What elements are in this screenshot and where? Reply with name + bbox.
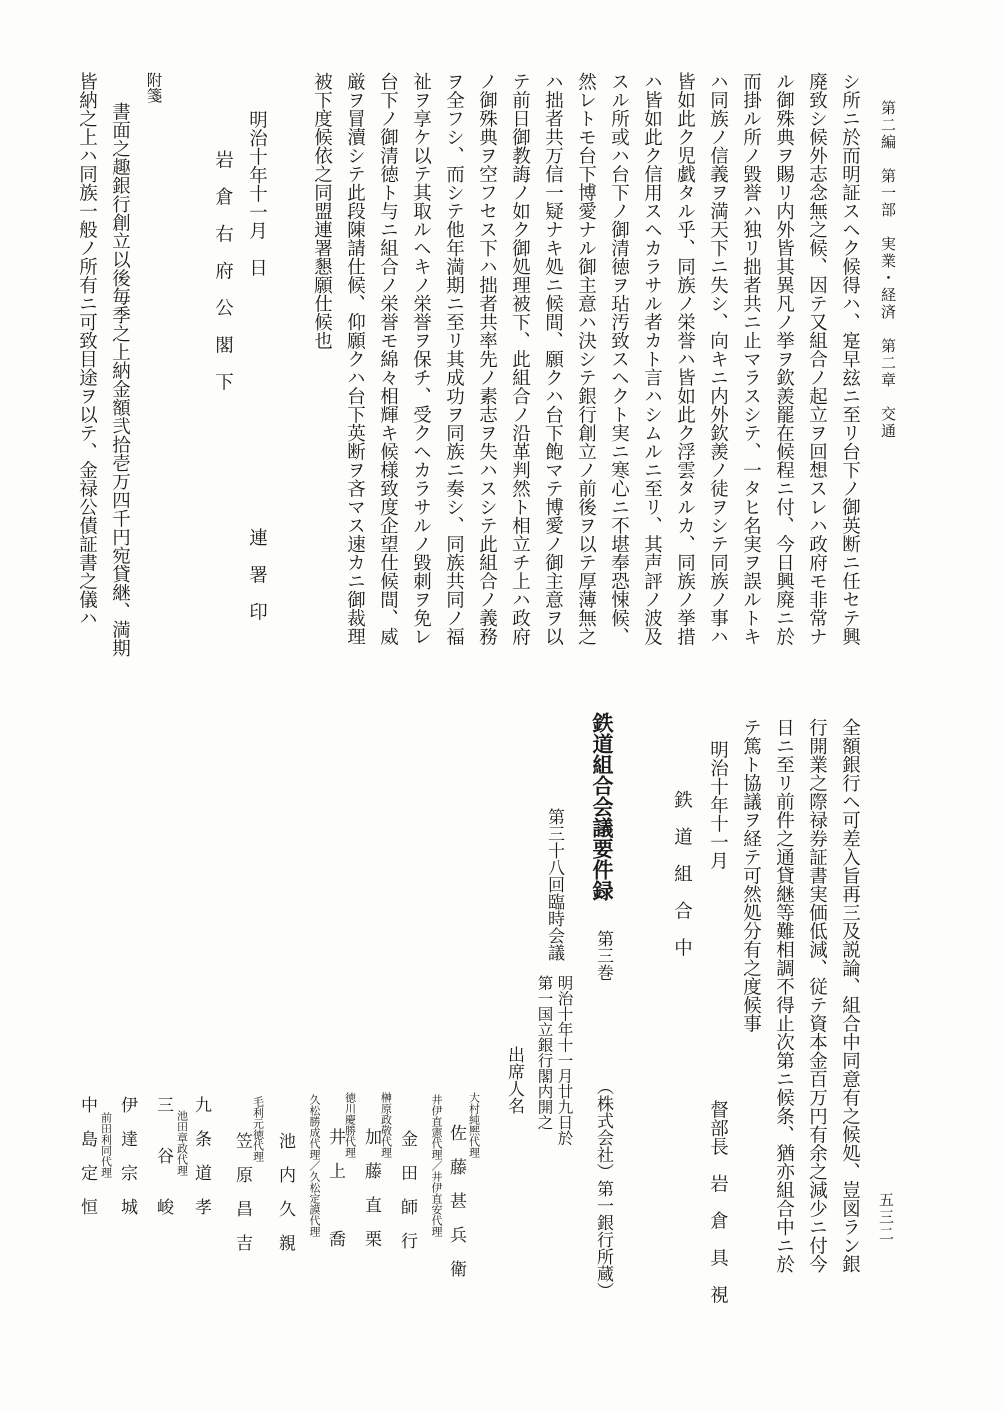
upper-line-13: ヲ全フシ、而シテ他年満期ニ至リ其成功ヲ同族ニ奏シ、同族共同ノ福 (443, 72, 465, 646)
attendee-4-name: 井 上 喬 (325, 1128, 345, 1247)
signature-seal: 連 署 印 (246, 528, 268, 621)
lower-addressee: 鉄 道 組 合 中 (671, 790, 693, 957)
upper-line-17: 被下度候依之同盟連署懇願仕候也 (311, 72, 333, 350)
running-title: 第二編 第一部 実業・経済 第二章 交通 (879, 100, 897, 440)
page-number: 五三二 (877, 1192, 895, 1243)
petition-date: 明治十年十一月 日 (246, 110, 268, 277)
attendee-9-name: 伊 達 宗 城 (117, 1096, 137, 1215)
lower-line-4: テ篤ト協議ヲ経テ可然処分有之度候事 (740, 718, 762, 1033)
attendee-3-proxy: 榊原政敬代理 (379, 1092, 393, 1158)
attendee-7-name: 九 条 道 孝 (191, 1096, 211, 1215)
attendee-2-proxy: 井伊直憲代理／井伊直安代理 (430, 1094, 443, 1237)
upper-line-7: ハ皆如此ク信用スヘカラサル者カト言ハシムルニ至リ、其声評ノ波及 (641, 72, 663, 646)
upper-line-1: シ所ニ於而明証スヘク候得ハ、寔早玆ニ至リ台下ノ御英断ニ任セテ興 (839, 72, 861, 646)
attendee-8-proxy: 池田章政代理 (175, 1110, 189, 1176)
attendee-2-name: 金 田 師 行 (397, 1130, 417, 1249)
attendee-6-proxy: 毛利元徳代理 (251, 1096, 265, 1162)
upper-line-12: ノ御殊典ヲ空フセス下ハ拙者共率先ノ素志ヲ失ハスシテ此組合ノ義務 (476, 72, 498, 646)
attendee-10-name: 中 島 定 恒 (77, 1096, 97, 1215)
recipient: 岩 倉 右 府 公 閣 下 (212, 150, 234, 391)
attendee-10-proxy: 前田利同代理 (99, 1112, 113, 1178)
record-volume: 第三巻 (593, 930, 613, 981)
upper-line-16: 厳ヲ冒瀆シテ此段陳請仕候、仰願クハ台下英断ヲ吝マス速カニ御裁理 (344, 72, 366, 646)
lower-line-1: 全額銀行ヘ可差入旨再三及説論、組合中同意有之候処、豈図ラン銀 (839, 718, 861, 1273)
upper-line-6: 皆如此ク児戯タル乎、同族ノ栄誉ハ皆如此ク浮雲タルカ、同族ノ挙措 (674, 72, 696, 646)
upper-line-10: ハ拙者共万信一疑ナキ処ニ候間、願クハ台下飽マテ博愛ノ御主意ヲ以 (542, 72, 564, 646)
upper-line-15: 台下ノ御清徳ト与ニ組合ノ栄誉モ綿々相輝キ候様致度企望仕候間、威 (377, 72, 399, 646)
attendee-3-name: 加 藤 直 栗 (361, 1128, 381, 1247)
upper-line-5: ハ同族ノ信義ヲ満天下ニ失シ、向キニ内外欽羨ノ徒ヲシテ同族ノ事ハ (707, 72, 729, 646)
attendee-5-proxy: 久松勝成代理／久松定謨代理 (308, 1094, 321, 1237)
upper-line-11: テ前日御教誨ノ如ク御処理被下、此組合ノ沿革判然ト相立チ上ハ政府 (509, 72, 531, 646)
attendee-5-name: 池 内 久 親 (275, 1132, 295, 1251)
attachment-label: 附箋 (144, 72, 163, 103)
upper-line-9: 然レトモ台下博愛ナル御主意ハ決シテ銀行創立ノ前後ヲ以テ厚薄無之 (575, 72, 597, 646)
attendee-6-name: 笠 原 昌 吉 (232, 1132, 252, 1251)
attendees-label: 出席人名 (504, 1046, 524, 1114)
lower-date: 明治十年十一月 (707, 740, 729, 870)
attachment-line-2: 皆納之上ハ同族一般ノ所有ニ可致目途ヲ以テ、金禄公債証書之儀ハ (76, 72, 98, 627)
meeting-note-1: 明治十年十一月廿九日於 (555, 975, 574, 1146)
upper-line-14: 祉ヲ享ケ以テ其取ルヘキノ栄誉ヲ保チ、受クヘカラサルノ毀刺ヲ免レ (410, 72, 432, 646)
meeting-note-2: 第一国立銀行閣内開之 (535, 975, 554, 1130)
attachment-line-1: 書面之趣銀行創立以後毎季之上納金額弐拾壱万四千円宛貸継、満期 (109, 102, 131, 657)
attendee-1-proxy: 大村純熈代理 (467, 1092, 481, 1158)
attendee-1-name: 佐 藤 甚 兵 衛 (446, 1124, 466, 1277)
lower-line-2: 行開業之際禄券証書実価低減、従テ資本金百万円有余之減少ニ付今 (806, 718, 828, 1273)
lower-signer: 督部長 岩 倉 具 視 (707, 1100, 729, 1304)
record-title: 鉄道組合会議要件録 (590, 712, 615, 901)
upper-line-3: ル御殊典ヲ賜リ内外皆其異凡ノ挙ヲ欽羨罷在候程ニ付、今日興廃ニ於 (773, 72, 795, 646)
attendee-8-name: 三 谷 峻 (153, 1096, 173, 1215)
meeting-title: 第三十八回臨時会議 (544, 808, 564, 961)
lower-line-3: 日ニ至リ前件之通貸継等難相調不得止次第ニ候条、猶亦組合中ニ於 (773, 718, 795, 1273)
upper-line-4: 而掛ル所ノ毀誉ハ独リ拙者共ニ止マラスシテ、一タヒ名実ヲ誤ルトキ (740, 72, 762, 646)
record-source: （株式会社）第一銀行所蔵） (593, 1078, 613, 1299)
attendee-4-proxy: 徳川慶勝代理 (343, 1092, 357, 1158)
upper-line-8: スル所或ハ台下ノ御清徳ヲ玷汚致スヘクト実ニ寒心ニ不堪奉恐悚候、 (608, 72, 630, 646)
upper-line-2: 廃致シ候外志念無之候、因テ又組合ノ起立ヲ回想スレハ政府モ非常ナ (806, 72, 828, 646)
